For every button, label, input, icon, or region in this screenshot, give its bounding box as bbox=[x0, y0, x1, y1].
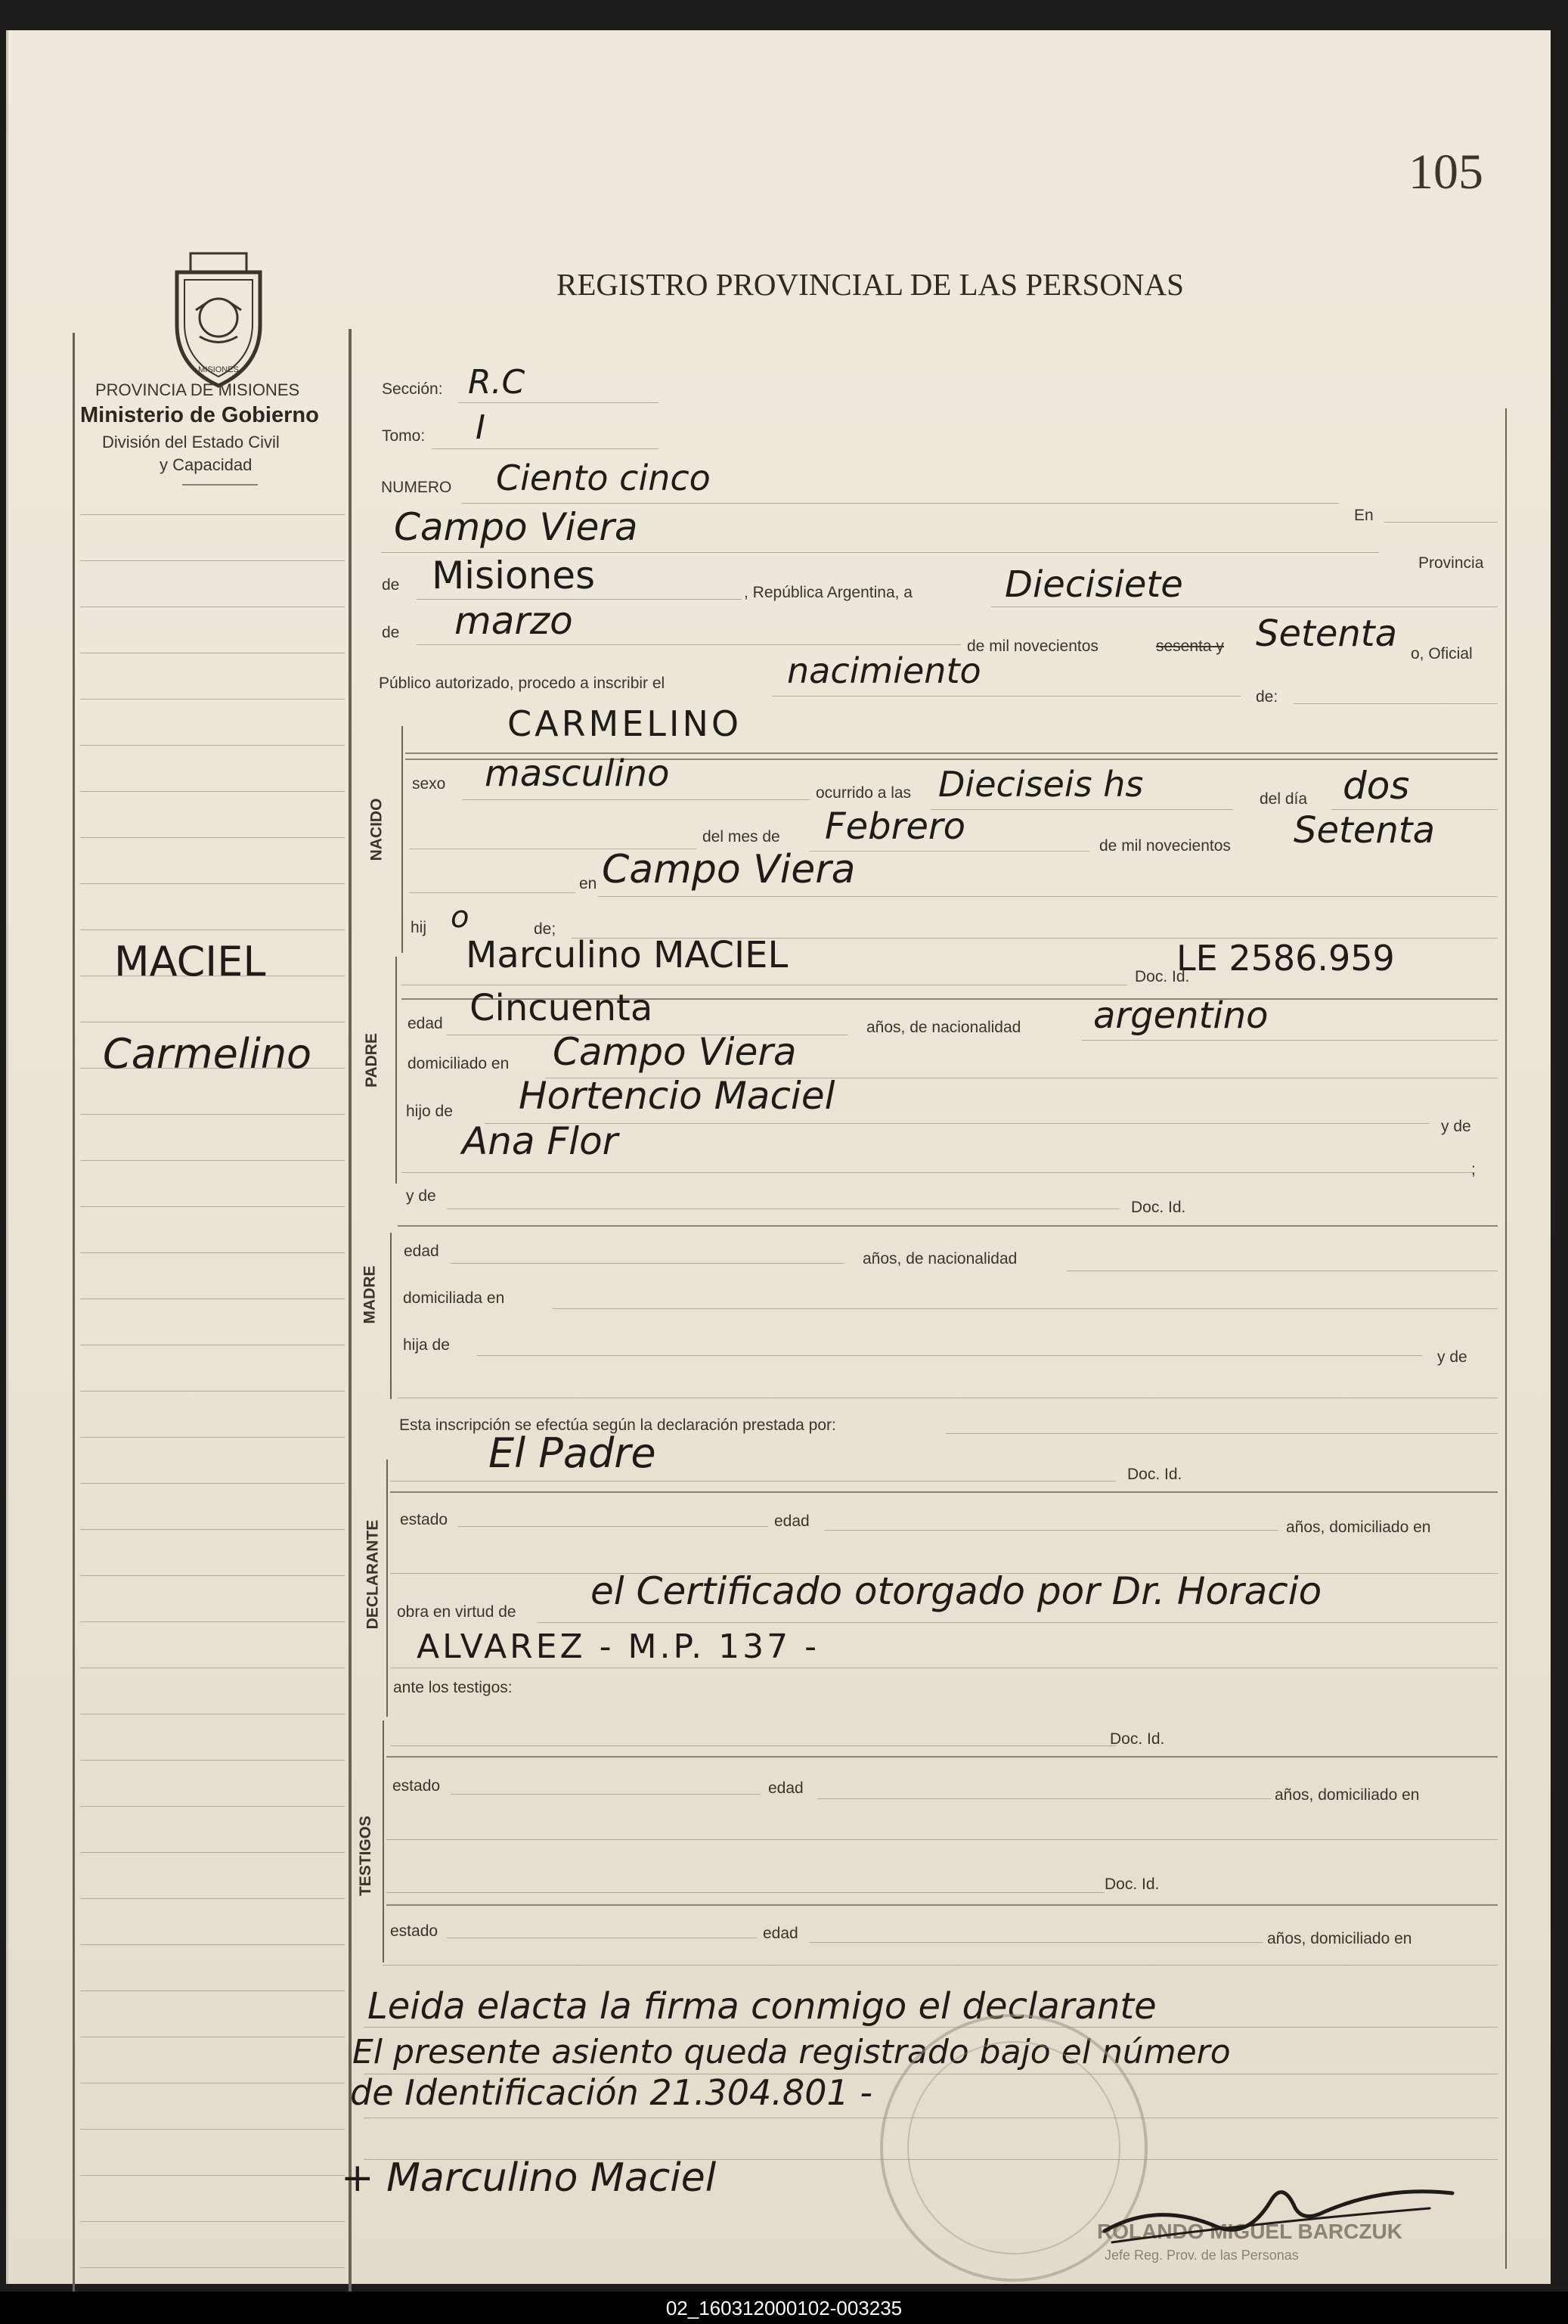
value-padre-nac: argentino bbox=[1093, 994, 1269, 1037]
rule bbox=[462, 503, 1339, 504]
label-sexo: sexo bbox=[412, 775, 446, 793]
section-label-madre: MADRE bbox=[361, 1265, 379, 1324]
value-padre-dom: Campo Viera bbox=[553, 1030, 797, 1074]
label-seccion: Sección: bbox=[382, 380, 443, 398]
label-republica: , República Argentina, a bbox=[744, 584, 913, 601]
rule bbox=[810, 1942, 1263, 1943]
section-label-testigos: TESTIGOS bbox=[357, 1815, 375, 1897]
margin-rule bbox=[80, 1575, 345, 1576]
margin-left-border bbox=[73, 333, 75, 2299]
rule bbox=[383, 1965, 1498, 1966]
rule bbox=[451, 1263, 844, 1264]
margin-rule bbox=[80, 1252, 345, 1253]
value-padre-edad: Cincuenta bbox=[469, 987, 653, 1029]
label-sesenta: sesenta y bbox=[1156, 638, 1224, 655]
label-de-mil-2: de mil novecientos bbox=[1099, 837, 1231, 855]
label-anos-nac-padre: años, de nacionalidad bbox=[866, 1019, 1021, 1036]
label-y-de-2: y de bbox=[406, 1187, 436, 1205]
rule bbox=[598, 896, 1498, 897]
margin-rule bbox=[80, 837, 345, 838]
rule bbox=[401, 1172, 1475, 1173]
margin-rule bbox=[80, 1206, 345, 1207]
label-doc-testigo-1: Doc. Id. bbox=[1110, 1730, 1165, 1748]
rule bbox=[477, 1355, 1422, 1356]
document-page bbox=[6, 30, 1551, 2284]
label-ante-testigos: ante los testigos: bbox=[393, 1679, 513, 1696]
value-padre-nombre: Marculino MACIEL bbox=[466, 934, 789, 976]
padre-border bbox=[395, 957, 397, 1184]
label-doc-testigo-2: Doc. Id. bbox=[1105, 1876, 1160, 1893]
stamp-name: ROLANDO MIGUEL BARCZUK bbox=[1097, 2220, 1402, 2243]
value-nombre: CARMELINO bbox=[507, 703, 742, 744]
rule bbox=[825, 1530, 1278, 1531]
page-number: 105 bbox=[1408, 144, 1483, 200]
label-domicilio-padre: domiciliado en bbox=[407, 1055, 510, 1072]
rule bbox=[386, 1839, 1498, 1840]
margin-rule bbox=[80, 929, 345, 930]
rule bbox=[817, 1798, 1271, 1799]
margin-rule bbox=[80, 2221, 345, 2222]
province-seal bbox=[162, 242, 275, 397]
label-edad-declarante: edad bbox=[774, 1513, 810, 1530]
label-de-mil: de mil novecientos bbox=[967, 638, 1099, 655]
margin-right-border bbox=[349, 329, 352, 2299]
label-hij: hij bbox=[411, 919, 427, 936]
margin-rule bbox=[80, 560, 345, 561]
ministry-line1: PROVINCIA DE MISIONES bbox=[95, 380, 300, 399]
label-publico: Público autorizado, procedo a inscribir el bbox=[379, 675, 665, 692]
svg-text:MISIONES: MISIONES bbox=[198, 365, 239, 374]
label-ocurrido: ocurrido a las bbox=[816, 784, 912, 802]
rule bbox=[772, 696, 1241, 697]
rule bbox=[538, 1622, 1498, 1623]
rule bbox=[381, 552, 1379, 553]
margin-surname: MACIEL bbox=[114, 938, 266, 985]
label-estado-testigo-2: estado bbox=[390, 1922, 438, 1940]
section-label-declarante: DECLARANTE bbox=[364, 1519, 382, 1630]
margin-rule bbox=[80, 1852, 345, 1853]
label-doc-madre: Doc. Id. bbox=[1131, 1199, 1186, 1216]
label-numero: NUMERO bbox=[381, 479, 452, 496]
ministry-line3: División del Estado Civil bbox=[102, 433, 280, 451]
rule bbox=[485, 1123, 1430, 1124]
nacido-border bbox=[401, 726, 403, 953]
rule bbox=[390, 1745, 1116, 1746]
label-y-de-3: y de bbox=[1437, 1348, 1467, 1366]
testigos-border bbox=[383, 1721, 384, 1963]
label-hijo-de: hijo de bbox=[406, 1103, 453, 1120]
margin-rule bbox=[80, 1898, 345, 1899]
label-oficial: o, Oficial bbox=[1411, 645, 1473, 662]
rule bbox=[458, 1526, 768, 1527]
value-anio-nac: Setenta bbox=[1294, 809, 1436, 852]
label-semicolon: ; bbox=[1471, 1161, 1476, 1178]
margin-rule bbox=[80, 1529, 345, 1530]
value-lugar-nac: Campo Viera bbox=[602, 847, 856, 892]
rule bbox=[931, 809, 1233, 810]
rule bbox=[417, 644, 961, 645]
margin-rule bbox=[80, 1437, 345, 1438]
margin-rule bbox=[80, 2175, 345, 2176]
value-declarante: El Padre bbox=[488, 1429, 656, 1477]
value-dia-nac: dos bbox=[1343, 764, 1410, 808]
value-sexo: masculino bbox=[485, 752, 670, 795]
label-hija-de: hija de bbox=[403, 1336, 450, 1354]
signature-officer bbox=[1097, 2170, 1475, 2257]
label-anos-dom-testigo-1: años, domiciliado en bbox=[1275, 1786, 1420, 1804]
label-y-de: y de bbox=[1441, 1118, 1471, 1135]
margin-rule bbox=[80, 883, 345, 884]
margin-rule bbox=[80, 2267, 345, 2268]
value-provincia: Misiones bbox=[432, 554, 596, 597]
value-anio: Setenta bbox=[1256, 613, 1398, 655]
label-edad-padre: edad bbox=[407, 1015, 443, 1032]
value-padre-doc: LE 2586.959 bbox=[1176, 938, 1395, 979]
label-domicilio-madre: domiciliada en bbox=[403, 1289, 505, 1307]
ministry-line2: Ministerio de Gobierno bbox=[80, 403, 319, 427]
label-de-2: de bbox=[382, 624, 400, 641]
rule bbox=[1294, 703, 1498, 704]
rule bbox=[386, 1892, 1105, 1893]
label-de-3: de: bbox=[1256, 688, 1278, 706]
rule bbox=[386, 1904, 1498, 1906]
margin-rule bbox=[80, 1944, 345, 1945]
value-abuelo: Hortencio Maciel bbox=[519, 1074, 835, 1118]
rule bbox=[451, 1794, 761, 1795]
value-acto: nacimiento bbox=[787, 650, 981, 691]
section-label-nacido: NACIDO bbox=[367, 798, 386, 861]
label-de-4: de; bbox=[534, 920, 556, 938]
label-en-2: en bbox=[579, 875, 597, 892]
label-obra: obra en virtud de bbox=[397, 1603, 516, 1621]
rule bbox=[390, 1491, 1498, 1493]
margin-rule bbox=[80, 1990, 345, 1991]
label-de-1: de bbox=[382, 576, 400, 594]
note-line-2: El presente asiento queda registrado bajo el número bbox=[352, 2033, 1231, 2071]
rule bbox=[390, 1481, 1116, 1482]
rule bbox=[432, 448, 658, 449]
value-seccion: R.C bbox=[468, 363, 525, 402]
section-label-padre: PADRE bbox=[362, 1033, 380, 1088]
declarante-border bbox=[386, 1460, 388, 1717]
label-edad-testigo-2: edad bbox=[763, 1925, 798, 1942]
margin-rule bbox=[80, 1114, 345, 1115]
label-en: En bbox=[1354, 507, 1374, 524]
stamp-title: Jefe Reg. Prov. de las Personas bbox=[1105, 2248, 1299, 2263]
value-obra: el Certificado otorgado por Dr. Horacio bbox=[590, 1569, 1322, 1613]
rule bbox=[1384, 522, 1498, 523]
madre-border bbox=[390, 1233, 392, 1399]
rule bbox=[386, 1756, 1498, 1758]
value-dia: Diecisiete bbox=[1005, 563, 1183, 606]
rule bbox=[409, 892, 575, 893]
value-obra-2: ALVAREZ - M.P. 137 - bbox=[417, 1627, 820, 1666]
margin-rule bbox=[80, 1483, 345, 1484]
label-tomo: Tomo: bbox=[382, 427, 426, 445]
document-title: REGISTRO PROVINCIAL DE LAS PERSONAS bbox=[556, 267, 1184, 302]
ministry-line4: y Capacidad bbox=[160, 455, 253, 474]
rule bbox=[398, 1225, 1498, 1227]
label-esta-inscripcion: Esta inscripción se efectúa según la declaración prestada por: bbox=[399, 1416, 836, 1434]
rule bbox=[1082, 1040, 1498, 1041]
label-del-mes: del mes de bbox=[702, 828, 780, 846]
margin-rule bbox=[80, 1760, 345, 1761]
label-anos-dom-declarante: años, domiciliado en bbox=[1286, 1519, 1431, 1536]
rule bbox=[462, 799, 810, 800]
form-right-border bbox=[1505, 408, 1507, 2269]
label-anos-dom-testigo-2: años, domiciliado en bbox=[1267, 1930, 1412, 1947]
margin-rule bbox=[80, 1160, 345, 1161]
label-doc-padre: Doc. Id. bbox=[1135, 968, 1190, 985]
ministry-underline bbox=[182, 484, 258, 486]
footer-id: 02_160312000102-003235 bbox=[665, 2297, 903, 2319]
label-provincia: Provincia bbox=[1418, 554, 1484, 572]
label-estado-testigo-1: estado bbox=[392, 1777, 441, 1795]
label-edad-madre: edad bbox=[404, 1243, 439, 1260]
margin-given-name: Carmelino bbox=[103, 1030, 312, 1078]
note-line-3: de Identificación 21.304.801 - bbox=[350, 2072, 872, 2113]
margin-rule bbox=[80, 2129, 345, 2130]
rule bbox=[458, 402, 658, 403]
value-abuela: Ana Flor bbox=[462, 1119, 618, 1163]
margin-rule bbox=[80, 1621, 345, 1622]
note-line-1: Leida elacta la firma conmigo el declarante bbox=[367, 1985, 1157, 2028]
label-estado-declarante: estado bbox=[400, 1511, 448, 1528]
label-doc-declarante: Doc. Id. bbox=[1127, 1466, 1182, 1483]
margin-rule bbox=[80, 791, 345, 792]
value-mes: marzo bbox=[454, 599, 573, 643]
value-hij-suffix: o bbox=[451, 900, 469, 935]
label-edad-testigo-1: edad bbox=[768, 1779, 804, 1797]
rule bbox=[946, 1433, 1498, 1434]
margin-rule bbox=[80, 1806, 345, 1807]
label-anos-nac-madre: años, de nacionalidad bbox=[863, 1250, 1018, 1267]
margin-rule bbox=[80, 1391, 345, 1392]
signature-declarante: + Marculino Maciel bbox=[341, 2155, 717, 2201]
rule bbox=[553, 1308, 1498, 1309]
margin-rule bbox=[80, 514, 345, 515]
value-tomo: I bbox=[476, 408, 485, 447]
value-hora: Dieciseis hs bbox=[938, 764, 1144, 805]
label-del-dia: del día bbox=[1260, 790, 1308, 808]
margin-rule bbox=[80, 745, 345, 746]
value-lugar: Campo Viera bbox=[394, 505, 638, 549]
value-mes-nac: Febrero bbox=[825, 805, 965, 848]
value-numero: Ciento cinco bbox=[496, 458, 711, 498]
margin-rule bbox=[80, 2083, 345, 2084]
margin-rule bbox=[80, 699, 345, 700]
footer-bar bbox=[0, 2291, 1568, 2324]
